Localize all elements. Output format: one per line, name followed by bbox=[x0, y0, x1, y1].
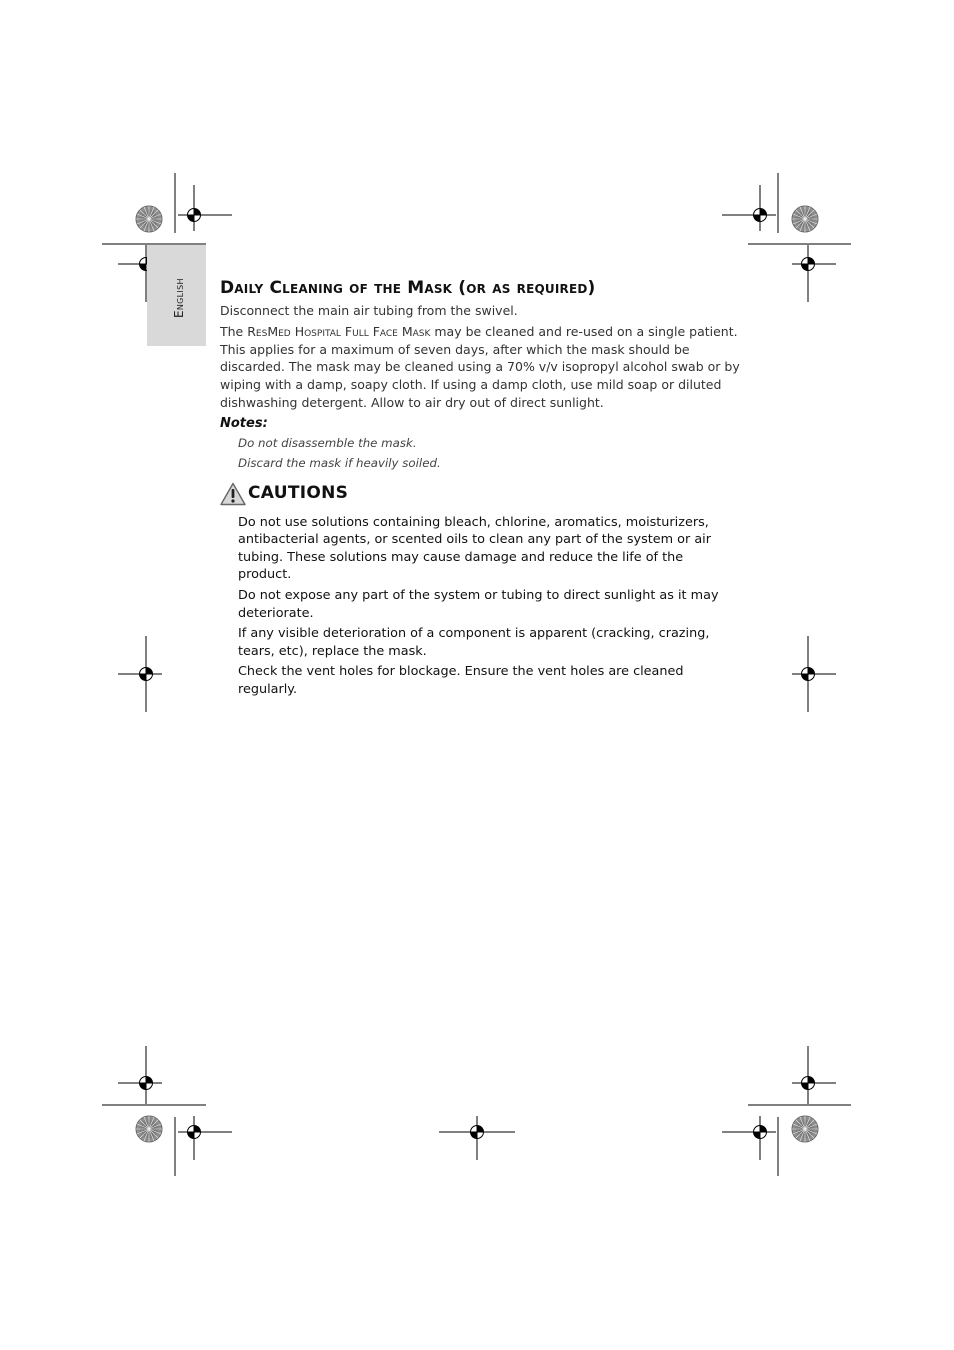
language-side-tab bbox=[147, 245, 206, 346]
cleaning-paragraph bbox=[220, 323, 740, 412]
cautions-header bbox=[220, 480, 740, 508]
caution-item: Check the vent holes for blockage. Ensure the vent holes are cleaned regularly. bbox=[238, 664, 684, 697]
page-content bbox=[220, 276, 740, 702]
paragraph-body: may be cleaned and re-used on a single patient. This applies for a maximum of seven days, after which the mask should be discarded. The mask may be cleaned using a 70% v/v isopropyl alcohol swab or by wiping with a damp, soapy cloth. If using a damp cloth, use mild soap or diluted dishwashing detergent. Allow to air dry out of direct sunlight. bbox=[220, 323, 740, 410]
paragraph-prefix: The bbox=[220, 323, 248, 339]
notes-heading: Notes: bbox=[220, 415, 268, 431]
note-item: Do not disassemble the mask. bbox=[238, 435, 417, 450]
notes-list bbox=[220, 435, 740, 472]
intro-paragraph: Disconnect the main air tubing from the swivel. bbox=[220, 303, 518, 318]
language-tab-label: English bbox=[172, 278, 186, 318]
note-item: Discard the mask if heavily soiled. bbox=[238, 455, 441, 470]
product-name: ResMed Hospital Full Face Mask bbox=[247, 323, 431, 339]
warning-triangle-icon bbox=[220, 482, 246, 506]
caution-item: Do not use solutions containing bleach, chlorine, aromatics, moisturizers, antibacterial agents, or scented oils to clean any part of the system or air tubing. These solutions may cause damage and reduce the life of the product. bbox=[238, 514, 711, 583]
cautions-list bbox=[220, 514, 740, 699]
caution-item: If any visible deterioration of a component is apparent (cracking, crazing, tears, etc), replace the mask. bbox=[238, 626, 710, 659]
caution-item: Do not expose any part of the system or tubing to direct sunlight as it may deteriorate. bbox=[238, 587, 719, 621]
section-title: Daily Cleaning of the Mask (or as required) bbox=[220, 278, 596, 298]
cautions-title: CAUTIONS bbox=[248, 482, 349, 503]
